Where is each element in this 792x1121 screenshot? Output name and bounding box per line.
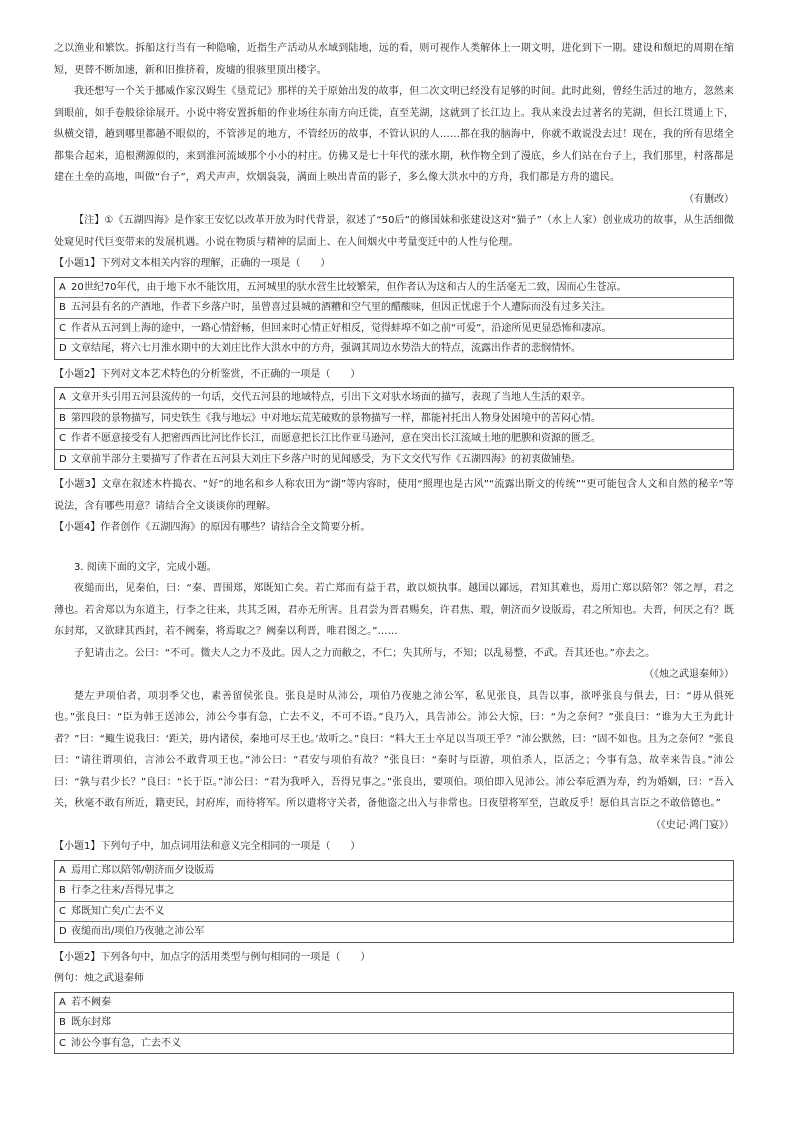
section-3-paragraph-1: 夜缒而出，见秦伯，曰：“秦、晋围郑，郑既知亡矣。若亡郑而有益于君，敢以烦执事。越国以鄙远，君知其难也，焉用亡郑以陪邻？邻之厚，君之薄也。若舍郑以为东道主，行李之往来，共其乏困，君亦无所害。且君尝为晋君赐矣，许君焦、瑕，朝济而夕设版焉，君之所知也。夫晋，何厌之有？既东封郑，又欲肆其西封，若不阙秦，将焉取之？阙秦以利晋，唯君图之。”…… [54, 583, 734, 637]
section-3-source-1: （《烛之武退秦师》） [644, 669, 734, 680]
question-3-2-example: 例句：烛之武退秦师 [54, 973, 144, 984]
option-d[interactable]: D 夜缒而出/项伯乃夜驰之沛公军 [55, 921, 733, 942]
passage1-continuation: 之以渔业和繁饮。拆船这行当有一种隐喻，近指生产活动从水域到陆地，远的看，则可视作人类解体上一期文明，进化到下一期。建设和颓圯的周期在缩短，更替不断加速，新和旧推挤着，废墟的很骇里顶出楼字。 [54, 43, 734, 76]
document-page [54, 38, 734, 1058]
question-3-2-stem: 【小题2】下列各句中，加点字的活用类型与例句相同的一项是（ ） [54, 951, 371, 963]
section-3-source-2: （《史记·鸿门宴》） [650, 819, 734, 831]
option-a[interactable]: A 文章开头引用五河县流传的一句话，交代五河县的地域特点，引出下文对驮水场面的描写，表现了当地人生活的艰辛。 [59, 392, 591, 403]
option-b[interactable]: B 行李之往来/吾得兄事之 [55, 880, 733, 901]
question-1-2-options [54, 387, 734, 470]
question-1-1-stem: 【小题1】下列对文本相关内容的理解，正确的一项是（ ） [54, 258, 331, 269]
option-c[interactable]: C 作者不愿意接受有人把密西西比河比作长江，而愿意把长江比作亚马逊河，意在突出长江流域土地的肥腴和资源的匮乏。 [55, 428, 733, 449]
passage1-paragraph: 我还想写一个关于挪威作家汉姆生《垦荒记》那样的关于原始出发的故事，但二次文明已经没有足够的时间。此时此刻，曾经生活过的地方，忽然来到眼前，如手卷般徐徐展开。小说中将安置拆船的作业场往东南方向迁徙，直至芜湖，这就到了长江边上。我从来没去过著名的芜湖，但长江贯通上下，纵横交错，趟到哪里都趟不眼似的，不管涉足的地方，不管经历的故事，不管认识的人……都在我的脑海中，你就不敢说没去过！现在，我的所有思绪全都集合起来，追根溯源似的，来到淮河流域那个小小的村庄。仿佛又是七十年代的涨水期，秋作物全到了漫底，乡人们站在台子上，我们那里，村落都是建在土垒的高地，叫做“台子”，鸡犬声声，炊烟袅袅，满面上映出青苗的影子，多么像大洪水中的方舟，我们都是方舟的遗民。 [54, 86, 734, 183]
question-3-1-options [54, 860, 734, 943]
question-3-1-stem: 【小题1】下列句子中，加点词用法和意义完全相同的一项是（ ） [54, 841, 361, 852]
option-c[interactable]: C 沛公今事有急，亡去不义 [55, 1033, 733, 1054]
section-3-paragraph-3: 楚左尹项伯者，项羽季父也，素善留侯张良。张良是时从沛公，项伯乃夜驰之沛公军，私见张良，具告以事，欲呼张良与俱去，曰：“毋从俱死也。”张良曰：“臣为韩王送沛公，沛公今事有急，亡去不义，不可不语。”良乃入，具告沛公。沛公大惊，曰：“为之奈何？”张良曰：“谁为大王为此计者？”曰：“鲰生说我曰：‘距关，毋内诸侯，秦地可尽王也。’故听之。”良曰：“料大王士卒足以当项王乎？”沛公默然，曰：“固不如也。且为之奈何？”张良曰：“请往谓项伯，言沛公不敢背项王也。”沛公曰：“君安与项伯有故？”张良曰：“秦时与臣游，项伯杀人，臣活之；今事有急，故幸来告良。”沛公曰：“孰与君少长？”良曰：“长于臣。”沛公曰：“君为我呼入，吾得兄事之。”张良出，要项伯。项伯即入见沛公。沛公奉卮酒为寿，约为婚姻，曰：“吾入关，秋毫不敢有所近，籍吏民，封府库，而待将军。所以遣将守关者，备他盗之出入与非常也。日夜望将军至，岂敢反乎！愿伯具言臣之不敢倍德也。” [54, 690, 734, 809]
passage1-source: （有删改） [684, 193, 734, 205]
option-b[interactable]: B 既东封郑 [55, 1012, 733, 1033]
passage1-note: 【注】①《五湖四海》是作家王安忆以改革开放为时代背景，叙述了“50后”的修国妹和张建设这对“猫子”（水上人家）创业成功的故事，从生活细微处窥见时代巨变带来的发展机遇。小说在物质与精神的层面上、在人间烟火中考量变迁中的人性与伦理。 [54, 215, 734, 248]
section-gap [54, 539, 734, 557]
section-3-paragraph-2: 子犯请击之。公曰：“不可。微夫人之力不及此。因人之力而敝之，不仁；失其所与，不知；以乱易整，不武。吾其还也。”亦去之。 [74, 647, 656, 659]
option-d[interactable]: D 文章前半部分主要描写了作者在五河县大刘庄下乡落户时的见闻感受，为下文交代写作《五湖四海》的初衷做铺垫。 [55, 449, 733, 470]
option-c[interactable]: C 郑既知亡矣/亡去不义 [55, 901, 733, 922]
question-1-1-options [54, 277, 734, 360]
option-b[interactable]: B 第四段的景物描写，同史铁生《我与地坛》中对地坛荒芜破败的景物描写一样，都能衬托出人物身处困境中的苦闷心情。 [55, 408, 733, 429]
question-1-2-stem: 【小题2】下列对文本艺术特色的分析鉴赏，不正确的一项是（ ） [54, 368, 361, 380]
option-d[interactable]: D 文章结尾，将六七月淮水期中的大刘庄比作大洪水中的方舟，强调其周边水势浩大的特点，流露出作者的悲悯情怀。 [55, 338, 733, 359]
option-a[interactable]: A 20世纪70年代，由于地下水不能饮用，五河城里的驮水营生比较繁荣，但作者认为这和古人的生活毫无二致，因而心生苍凉。 [59, 281, 627, 293]
option-c[interactable]: C 作者从五河到上海的途中，一路心情舒畅，但回来时心情正好相反，觉得蚌埠不如之前“可爱”，沿途所见更显恐怖和凄凉。 [55, 318, 733, 339]
option-b[interactable]: B 五河县有名的产酒地，作者下乡落户时，虽曾喜过县城的酒糟和空气里的醋酸味，但因正忧虑于个人遭际而没有过多关注。 [55, 297, 733, 318]
question-1-3: 【小题3】文章在叙述木杵捣衣、“好”的地名和乡人称农田为“湖”等内容时，使用“照理也是古风”“流露出斯文的传统”“更可能包含人文和自然的秘辛”等说法，含有哪些用意？请结合全文谈谈你的理解。 [54, 479, 734, 512]
section-3-heading: 3. 阅读下面的文字，完成小题。 [74, 561, 217, 573]
option-a[interactable]: A 若不阙秦 [59, 996, 111, 1008]
option-a[interactable]: A 焉用亡郑以陪邻/朝济而夕设版焉 [59, 864, 215, 876]
question-1-4: 【小题4】作者创作《五湖四海》的原因有哪些？请结合全文简要分析。 [54, 522, 371, 533]
question-3-2-options [54, 992, 734, 1055]
